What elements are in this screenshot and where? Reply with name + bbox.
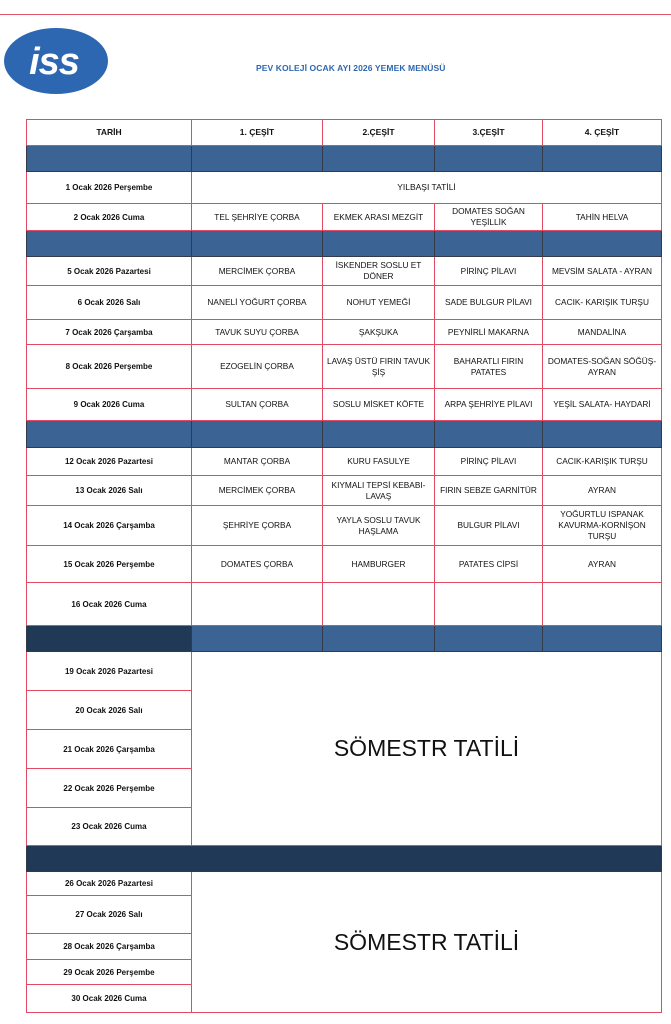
- dish-cell: TAHİN HELVA: [543, 204, 662, 231]
- dish-cell: [435, 583, 543, 626]
- iss-logo: [2, 26, 110, 96]
- dish-cell: BULGUR PİLAVI: [435, 506, 543, 546]
- dish-cell: PEYNİRLİ MAKARNA: [435, 320, 543, 345]
- table-row: [27, 546, 662, 583]
- week-separator: [27, 421, 662, 448]
- date-cell: 12 Ocak 2026 Pazartesi: [27, 448, 192, 476]
- dish-cell: AYRAN: [543, 546, 662, 583]
- dish-cell: YEŞİL SALATA- HAYDARİ: [543, 389, 662, 421]
- date-cell: 7 Ocak 2026 Çarşamba: [27, 320, 192, 345]
- date-cell: 8 Ocak 2026 Perşembe: [27, 345, 192, 389]
- table-row: [27, 872, 662, 896]
- table-row: [27, 652, 662, 691]
- date-cell: 14 Ocak 2026 Çarşamba: [27, 506, 192, 546]
- dish-cell: TAVUK SUYU ÇORBA: [192, 320, 323, 345]
- table-row: [27, 506, 662, 546]
- dish-cell: KIYMALI TEPSİ KEBABI-LAVAŞ: [323, 476, 435, 506]
- dish-cell: AYRAN: [543, 476, 662, 506]
- header-dish-2: 2.ÇEŞİT: [323, 120, 435, 146]
- date-cell: 26 Ocak 2026 Pazartesi: [27, 872, 192, 896]
- week-separator: [27, 626, 662, 652]
- dish-cell: HAMBURGER: [323, 546, 435, 583]
- date-cell: 16 Ocak 2026 Cuma: [27, 583, 192, 626]
- menu-table: [26, 119, 662, 1013]
- header-date: TARİH: [27, 120, 192, 146]
- dish-cell: EZOGELİN ÇORBA: [192, 345, 323, 389]
- dish-cell: BAHARATLI FIRIN PATATES: [435, 345, 543, 389]
- dish-cell: DOMATES ÇORBA: [192, 546, 323, 583]
- header-dish-3: 3.ÇEŞİT: [435, 120, 543, 146]
- dish-cell: CACIK- KARIŞIK TURŞU: [543, 286, 662, 320]
- dish-cell: [323, 583, 435, 626]
- table-row: [27, 583, 662, 626]
- dish-cell: ŞEHRİYE ÇORBA: [192, 506, 323, 546]
- dish-cell: MERCİMEK ÇORBA: [192, 257, 323, 286]
- date-cell: 27 Ocak 2026 Salı: [27, 896, 192, 934]
- top-rule: [0, 14, 671, 15]
- dish-cell: SULTAN ÇORBA: [192, 389, 323, 421]
- table-row: [27, 448, 662, 476]
- dish-cell: EKMEK ARASI MEZGİT: [323, 204, 435, 231]
- dish-cell: YOĞURTLU ISPANAK KAVURMA-KORNİŞON TURŞU: [543, 506, 662, 546]
- date-cell: 29 Ocak 2026 Perşembe: [27, 960, 192, 985]
- date-cell: 5 Ocak 2026 Pazartesi: [27, 257, 192, 286]
- date-cell: 9 Ocak 2026 Cuma: [27, 389, 192, 421]
- table-row: [27, 320, 662, 345]
- dish-cell: NOHUT YEMEĞİ: [323, 286, 435, 320]
- semester-holiday: SÖMESTR TATİLİ: [192, 872, 662, 1013]
- dish-cell: MANDALİNA: [543, 320, 662, 345]
- dish-cell: İSKENDER SOSLU ET DÖNER: [323, 257, 435, 286]
- page-title: PEV KOLEJİ OCAK AYI 2026 YEMEK MENÜSÜ: [256, 63, 446, 73]
- header-dish-4: 4. ÇEŞİT: [543, 120, 662, 146]
- dish-cell: ARPA ŞEHRİYE PİLAVI: [435, 389, 543, 421]
- dish-cell: TEL ŞEHRİYE ÇORBA: [192, 204, 323, 231]
- dish-cell: SADE BULGUR PİLAVI: [435, 286, 543, 320]
- svg-text:iss: iss: [29, 41, 79, 83]
- dish-cell: NANELİ YOĞURT ÇORBA: [192, 286, 323, 320]
- week-separator: [27, 231, 662, 257]
- dish-cell: FIRIN SEBZE GARNİTÜR: [435, 476, 543, 506]
- dish-cell: PİRİNÇ PİLAVI: [435, 448, 543, 476]
- table-row: [27, 257, 662, 286]
- dish-cell: [543, 583, 662, 626]
- table-row: [27, 345, 662, 389]
- semester-holiday: SÖMESTR TATİLİ: [192, 652, 662, 846]
- date-cell: 20 Ocak 2026 Salı: [27, 691, 192, 730]
- table-row: [27, 172, 662, 204]
- dish-cell: SOSLU MİSKET KÖFTE: [323, 389, 435, 421]
- dish-cell: MEVSİM SALATA - AYRAN: [543, 257, 662, 286]
- date-cell: 19 Ocak 2026 Pazartesi: [27, 652, 192, 691]
- dish-cell: YAYLA SOSLU TAVUK HAŞLAMA: [323, 506, 435, 546]
- date-cell: 2 Ocak 2026 Cuma: [27, 204, 192, 231]
- date-cell: 15 Ocak 2026 Perşembe: [27, 546, 192, 583]
- dish-cell: DOMATES SOĞAN YEŞİLLİK: [435, 204, 543, 231]
- date-cell: 6 Ocak 2026 Salı: [27, 286, 192, 320]
- dish-cell: ŞAKŞUKA: [323, 320, 435, 345]
- date-cell: 30 Ocak 2026 Cuma: [27, 985, 192, 1013]
- date-cell: 1 Ocak 2026 Perşembe: [27, 172, 192, 204]
- dish-cell: CACIK-KARIŞIK TURŞU: [543, 448, 662, 476]
- table-row: [27, 389, 662, 421]
- date-cell: 22 Ocak 2026 Perşembe: [27, 769, 192, 808]
- week-separator: [27, 146, 662, 172]
- date-cell: 23 Ocak 2026 Cuma: [27, 808, 192, 846]
- table-row: [27, 286, 662, 320]
- dish-cell: LAVAŞ ÜSTÜ FIRIN TAVUK ŞİŞ: [323, 345, 435, 389]
- header-row: [27, 120, 662, 146]
- dish-cell: KURU FASULYE: [323, 448, 435, 476]
- date-cell: 13 Ocak 2026 Salı: [27, 476, 192, 506]
- dish-cell: MERCİMEK ÇORBA: [192, 476, 323, 506]
- date-cell: 28 Ocak 2026 Çarşamba: [27, 934, 192, 960]
- week-separator: [27, 846, 662, 872]
- dish-cell: [192, 583, 323, 626]
- table-row: [27, 476, 662, 506]
- dish-cell: PİRİNÇ PİLAVI: [435, 257, 543, 286]
- date-cell: 21 Ocak 2026 Çarşamba: [27, 730, 192, 769]
- holiday-cell: YILBAŞI TATİLİ: [192, 172, 662, 204]
- dish-cell: MANTAR ÇORBA: [192, 448, 323, 476]
- dish-cell: DOMATES-SOĞAN SÖĞÜŞ-AYRAN: [543, 345, 662, 389]
- header-dish-1: 1. ÇEŞİT: [192, 120, 323, 146]
- dish-cell: PATATES CİPSİ: [435, 546, 543, 583]
- table-row: [27, 204, 662, 231]
